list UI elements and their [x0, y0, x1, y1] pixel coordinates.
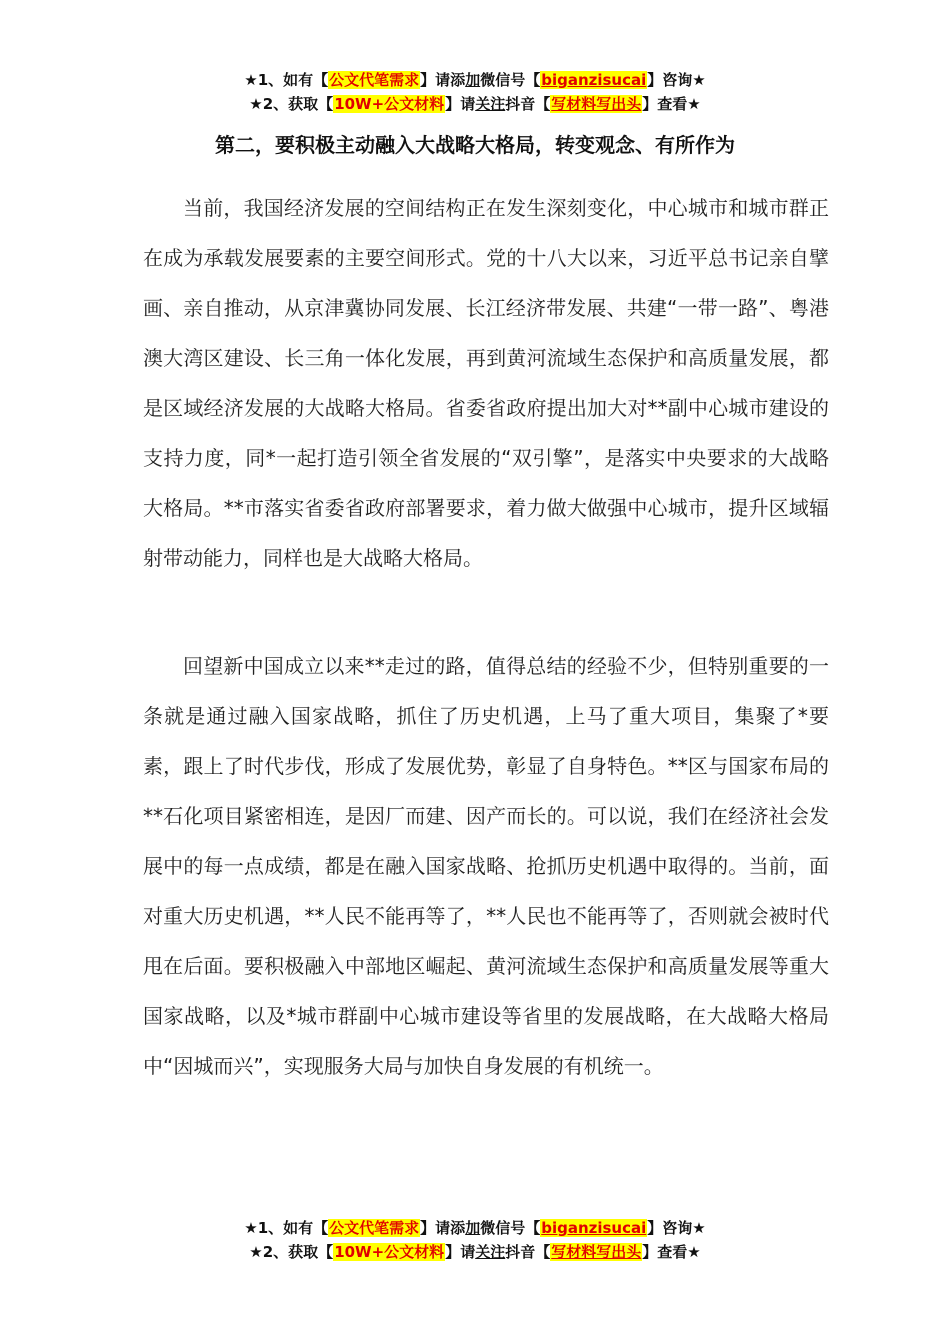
promo-text: 微信号【	[480, 1219, 541, 1237]
promo-text: ★1、如有【	[244, 1219, 329, 1237]
promo-text: 】请	[445, 95, 476, 113]
body-paragraph-2	[143, 641, 829, 1091]
wechat-id: biganzisucai	[541, 1219, 647, 1237]
promo-text: 抖音【	[505, 95, 551, 113]
promo-line-2	[0, 1240, 950, 1264]
douyin-account: 写材料写出头	[551, 1243, 642, 1261]
promo-text: 微信号【	[480, 71, 541, 89]
wechat-id: biganzisucai	[541, 71, 647, 89]
body-paragraph-1	[143, 183, 829, 583]
promo-emphasis: 关注	[475, 95, 506, 113]
promo-text: 】咨询★	[647, 1219, 706, 1237]
promo-text: 】请添	[420, 71, 466, 89]
promo-text: 】咨询★	[647, 71, 706, 89]
promo-emphasis: 关注	[475, 1243, 506, 1261]
paragraph-text: 当前，我国经济发展的空间结构正在发生深刻变化，中心城市和城市群正在成为承载发展要素的主要空间形式。党的十八大以来，习近平总书记亲自擘画、亲自推动，从京津冀协同发展、长江经济带发展、共建“一带一路”、粤港澳大湾区建设、长三角一体化发展，再到黄河流域生态保护和高质量发展，都是区域经济发展的大战略大格局。省委省政府提出加大对**副中心城市建设的支持力度，同*一起打造引领全省发展的“双引擎”，是落实中央要求的大战略大格局。**市落实省委省政府部署要求，着力做大做强中心城市，提升区域辐射带动能力，同样也是大战略大格局。	[143, 196, 829, 570]
promo-emphasis: 加	[465, 71, 481, 89]
promo-line-1	[0, 1216, 950, 1240]
promo-text: ★2、获取【	[249, 1243, 334, 1261]
promo-text: 】查看★	[642, 95, 701, 113]
highlighted-service: 公文代笔需求	[329, 71, 420, 89]
promo-text: 抖音【	[505, 1243, 551, 1261]
promo-banner-bottom	[0, 1216, 950, 1264]
paragraph-text: 回望新中国成立以来**走过的路，值得总结的经验不少，但特别重要的一条就是通过融入国家战略，抓住了历史机遇，上马了重大项目，集聚了*要素，跟上了时代步伐，形成了发展优势，彰显了自身特色。**区与国家布局的**石化项目紧密相连，是因厂而建、因产而长的。可以说，我们在经济社会发展中的每一点成绩，都是在融入国家战略、抢抓历史机遇中取得的。当前，面对重大历史机遇，**人民不能再等了，**人民也不能再等了，否则就会被时代甩在后面。要积极融入中部地区崛起、黄河流域生态保护和高质量发展等重大国家战略，以及*城市群副中心城市建设等省里的发展战略，在大战略大格局中“因城而兴”，实现服务大局与加快自身发展的有机统一。	[143, 654, 829, 1078]
promo-text: 】请	[445, 1243, 476, 1261]
promo-line-1	[0, 68, 950, 92]
promo-text: ★2、获取【	[249, 95, 334, 113]
promo-text: ★1、如有【	[244, 71, 329, 89]
promo-line-2	[0, 92, 950, 116]
promo-emphasis: 加	[465, 1219, 481, 1237]
promo-banner-top	[0, 68, 950, 116]
promo-text: 】查看★	[642, 1243, 701, 1261]
douyin-account: 写材料写出头	[551, 95, 642, 113]
highlighted-service: 公文代笔需求	[329, 1219, 420, 1237]
highlighted-material: 10W+公文材料	[334, 1243, 445, 1261]
section-title: 第二，要积极主动融入大战略大格局，转变观念、有所作为	[215, 133, 735, 157]
highlighted-material: 10W+公文材料	[334, 95, 445, 113]
promo-text: 】请添	[420, 1219, 466, 1237]
